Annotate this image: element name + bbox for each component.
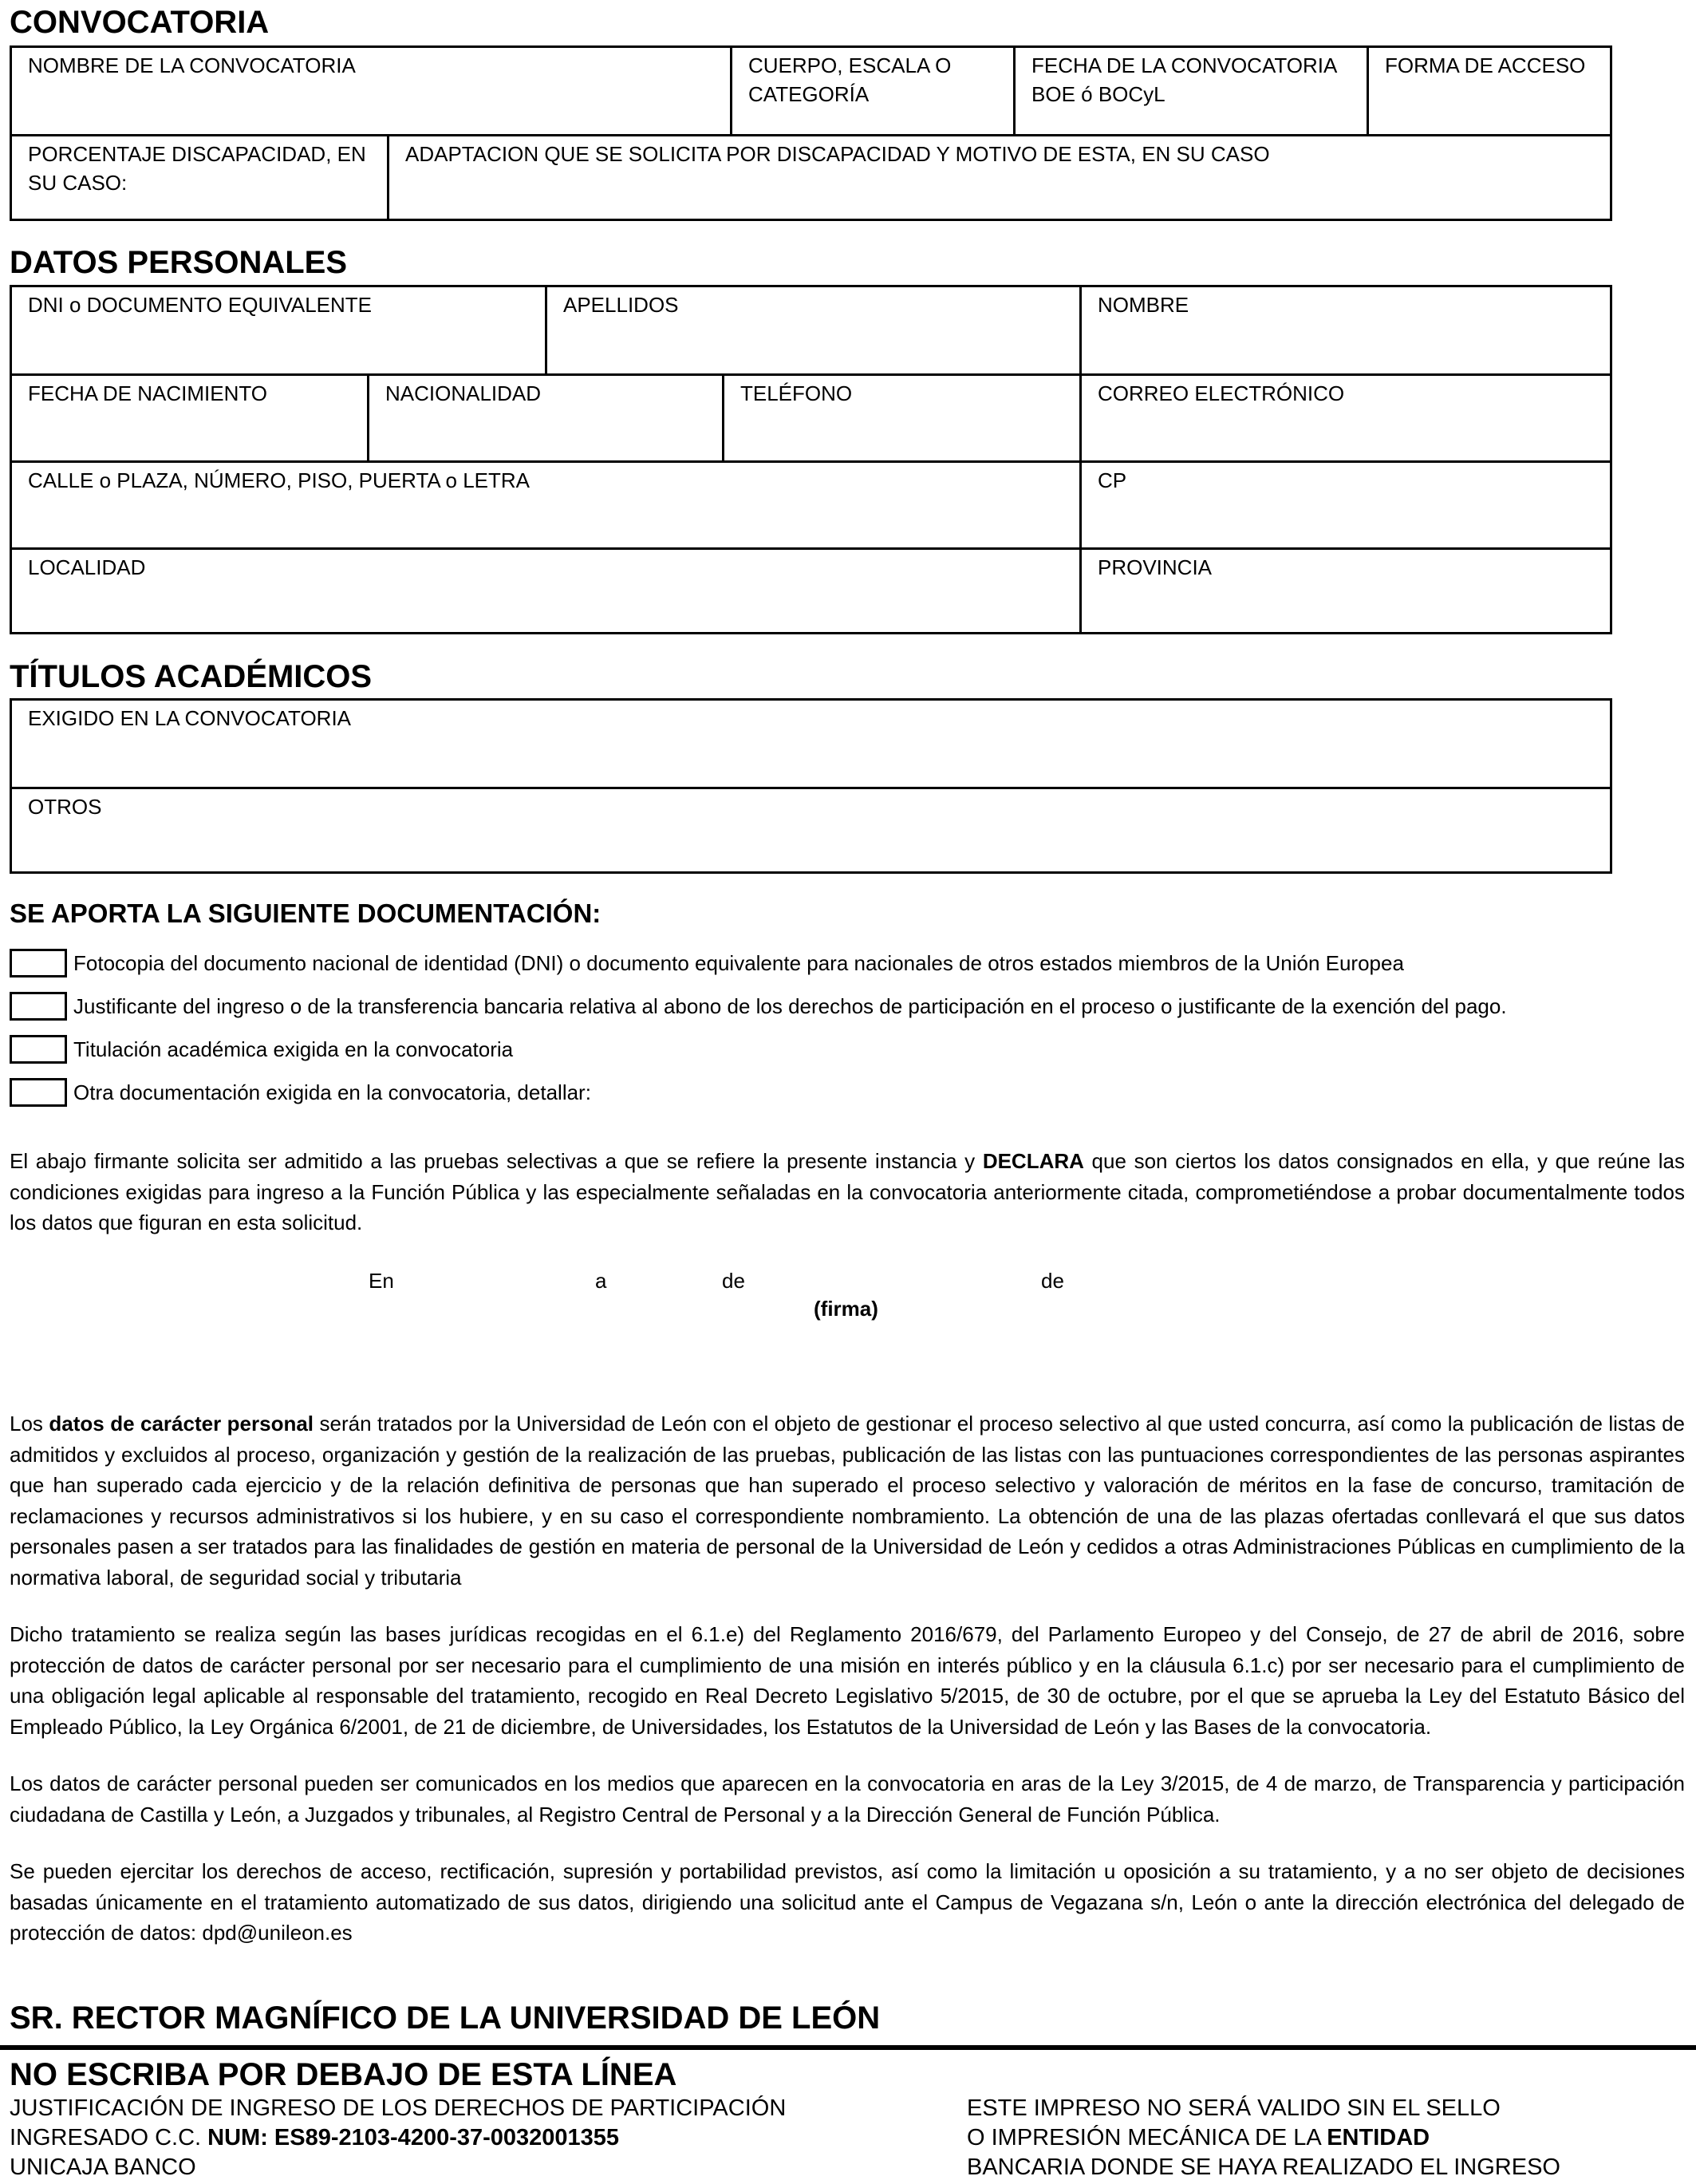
privacy-paragraph-1: Los datos de carácter personal serán tratados por la Universidad de León con el objeto de gestionar el proceso selectivo al que usted concurra, así como la publicación de listas de admitidos y excluidos al proceso, organización y gestión de la realización de las pruebas, publicación de las listas con las puntuaciones correspondientes de las personas aspirantes que han superado cada ejercicio y de la relación definitiva de personas que han superado el proceso selectivo y valoración de méritos en la fase de concurso, tramitación de reclamaciones y recursos administrativos si los hubiere, y en su caso el correspondiente nombramiento. La obtención de una de las plazas ofertadas conllevará el que sus datos personales pasen a ser tratados para las finalidades de gestión en materia de personal de la Universidad de León y cedidos a otras Administraciones Públicas en cumplimiento de la normativa laboral, de seguridad social y tributaria <box>10 1412 1685 1590</box>
doc-item <box>10 1033 513 1065</box>
footer-left-line-3: UNICAJA BANCO <box>10 2154 196 2180</box>
privacy-paragraph-4: Se pueden ejercitar los derechos de acceso, rectificación, supresión y portabilidad previstos, así como la limitación u oposición a su tratamiento, y a no ser objeto de decisiones basadas únicamente en el tratamiento automatizado de sus datos, dirigiendo una solicitud ante el Campus de Vegazana s/n, León o ante la dirección electrónica del delegado de protección de datos: dpd@unileon.es <box>10 1859 1685 1945</box>
label: NACIONALIDAD <box>385 381 542 405</box>
label: OTROS <box>28 795 102 819</box>
footer-right-line-1: ESTE IMPRESO NO SERÁ VALIDO SIN EL SELLO <box>967 2095 1501 2121</box>
field-cuerpo-escala[interactable] <box>730 48 1013 134</box>
signature-month-label: de <box>722 1269 745 1293</box>
field-localidad[interactable] <box>12 547 1079 632</box>
doc-item <box>10 947 1404 979</box>
privacy-paragraph-2: Dicho tratamiento se realiza según las bases jurídicas recogidas en el 6.1.e) del Reglamento 2016/679, del Parlamento Europeo y del Consejo, de 27 de abril de 2016, sobre protección de datos de carácter personal por ser necesario para el cumplimiento de una misión en interés público y en la cláusula 6.1.c) por ser necesario para el cumplimiento de una obligación legal aplicable al responsable del tratamiento, recogido en Real Decreto Legislativo 5/2015, de 30 de octubre, por el que se aprueba la Ley del Estatuto Básico del Empleado Público, la Ley Orgánica 6/2001, de 21 de diciembre, de Universidades, los Estatutos de la Universidad de León y las Bases de la convocatoria. <box>10 1622 1685 1739</box>
bank-account-number: NUM: ES89-2103-4200-37-0032001355 <box>207 2125 620 2150</box>
datos-personales-table <box>10 285 1612 634</box>
label: PROVINCIA <box>1098 555 1213 579</box>
label: FECHA DE NACIMIENTO <box>28 381 268 405</box>
checkbox[interactable] <box>10 1035 67 1064</box>
section-title-convocatoria: CONVOCATORIA <box>10 5 270 40</box>
divider-line <box>0 2045 1696 2050</box>
declara-emphasis: DECLARA <box>982 1149 1084 1173</box>
doc-item <box>10 1076 591 1108</box>
privacy-paragraph-3: Los datos de carácter personal pueden ser comunicados en los medios que aparecen en la convocatoria en aras de la Ley 3/2015, de 4 de marzo, de Transparencia y participación ciudadana de Castilla y León, a Juzgados y tribunales, al Registro Central de Personal y a la Dirección General de Función Pública. <box>10 1771 1685 1827</box>
field-nombre[interactable] <box>1079 287 1610 373</box>
field-nombre-convocatoria[interactable] <box>12 48 730 134</box>
field-forma-acceso[interactable] <box>1367 48 1610 134</box>
field-dni[interactable] <box>12 287 545 373</box>
field-calle[interactable] <box>12 460 1079 547</box>
field-nacionalidad[interactable] <box>367 373 722 460</box>
label: CALLE o PLAZA, NÚMERO, PISO, PUERTA o LETRA <box>28 468 530 492</box>
field-fecha-nacimiento[interactable] <box>12 373 367 460</box>
addressee-title: SR. RECTOR MAGNÍFICO DE LA UNIVERSIDAD DE LEÓN <box>10 2000 881 2036</box>
label: NOMBRE <box>1098 293 1189 317</box>
label: FORMA DE ACCESO <box>1385 53 1586 77</box>
footer-right-line-3: BANCARIA DONDE SE HAYA REALIZADO EL INGRESO <box>967 2154 1560 2180</box>
field-cp[interactable] <box>1079 460 1610 547</box>
doc-item <box>10 990 1507 1022</box>
checkbox[interactable] <box>10 949 67 977</box>
field-fecha-convocatoria[interactable] <box>1013 48 1367 134</box>
signature-day-label: a <box>595 1269 607 1293</box>
label: NOMBRE DE LA CONVOCATORIA <box>28 53 356 77</box>
titulos-table <box>10 698 1612 874</box>
label: CP <box>1098 468 1127 492</box>
convocatoria-table <box>10 45 1612 221</box>
label: TELÉFONO <box>740 381 853 405</box>
field-titulo-exigido[interactable] <box>12 701 1610 787</box>
label: LOCALIDAD <box>28 555 146 579</box>
field-correo[interactable] <box>1079 373 1610 460</box>
section-title-titulos: TÍTULOS ACADÉMICOS <box>10 659 373 694</box>
signature-year-label: de <box>1041 1269 1064 1293</box>
entidad-emphasis: ENTIDAD <box>1327 2125 1430 2150</box>
field-apellidos[interactable] <box>545 287 1079 373</box>
field-porcentaje-discapacidad[interactable] <box>12 134 387 219</box>
footer-left-line-1: JUSTIFICACIÓN DE INGRESO DE LOS DERECHOS DE PARTICIPACIÓN <box>10 2095 787 2121</box>
label: EXIGIDO EN LA CONVOCATORIA <box>28 706 352 730</box>
signature-caption: (firma) <box>814 1297 878 1321</box>
label: ADAPTACION QUE SE SOLICITA POR DISCAPACIDAD Y MOTIVO DE ESTA, EN SU CASO <box>405 142 1270 166</box>
checkbox-label: Justificante del ingreso o de la transferencia bancaria relativa al abono de los derechos de participación en el proceso o justificante de la exención del pago. <box>73 993 1507 1018</box>
no-escriba-title: NO ESCRIBA POR DEBAJO DE ESTA LÍNEA <box>10 2057 677 2092</box>
declaration-paragraph: El abajo firmante solicita ser admitido a las pruebas selectivas a que se refiere la presente instancia y DECLARA que son ciertos los datos consignados en ella, y que reúne las condiciones exigidas para ingreso a la Función Pública y las especialmente señaladas en la convocatoria anteriormente citada, comprometiéndose a probar documentalmente todos los datos que figuran en esta solicitud. <box>10 1149 1685 1234</box>
checkbox-label: Otra documentación exigida en la convocatoria, detallar: <box>73 1080 591 1104</box>
section-title-datos-personales: DATOS PERSONALES <box>10 245 348 280</box>
label: DNI o DOCUMENTO EQUIVALENTE <box>28 293 372 317</box>
privacy-emphasis: datos de carácter personal <box>49 1412 314 1436</box>
checkbox-label: Titulación académica exigida en la convocatoria <box>73 1037 514 1061</box>
label: CUERPO, ESCALA O CATEGORÍA <box>748 53 952 106</box>
section-title-documentacion: SE APORTA LA SIGUIENTE DOCUMENTACIÓN: <box>10 898 601 928</box>
field-telefono[interactable] <box>722 373 1079 460</box>
footer-right-line-2: O IMPRESIÓN MECÁNICA DE LA ENTIDAD <box>967 2125 1430 2150</box>
label: APELLIDOS <box>563 293 679 317</box>
field-titulo-otros[interactable] <box>12 787 1610 871</box>
signature-place-label: En <box>369 1269 394 1293</box>
label: PORCENTAJE DISCAPACIDAD, EN SU CASO: <box>28 142 366 195</box>
field-adaptacion[interactable] <box>387 134 1610 219</box>
checkbox[interactable] <box>10 992 67 1021</box>
checkbox[interactable] <box>10 1078 67 1107</box>
checkbox-label: Fotocopia del documento nacional de identidad (DNI) o documento equivalente para nacionales de otros estados miembros de la Unión Europea <box>73 950 1404 975</box>
label: FECHA DE LA CONVOCATORIA BOE ó BOCyL <box>1031 53 1336 106</box>
field-provincia[interactable] <box>1079 547 1610 632</box>
label: CORREO ELECTRÓNICO <box>1098 381 1345 405</box>
footer-left-line-2: INGRESADO C.C. NUM: ES89-2103-4200-37-0032001355 <box>10 2125 620 2150</box>
